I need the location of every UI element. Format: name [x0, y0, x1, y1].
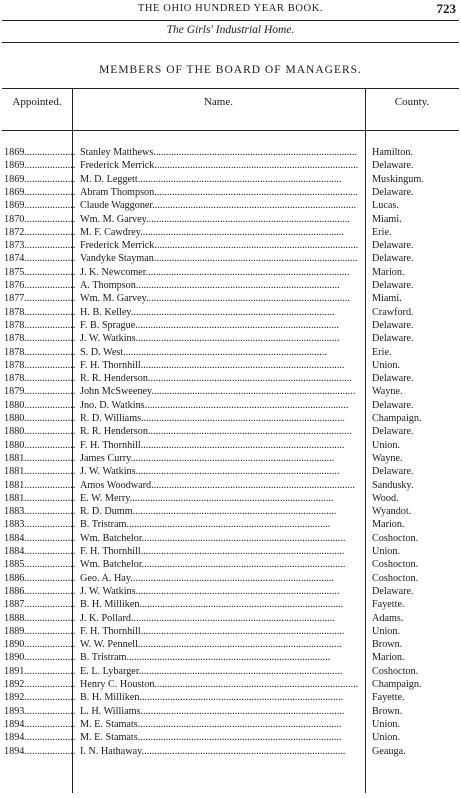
county: Sandusky.	[372, 479, 414, 491]
county: Union.	[372, 439, 401, 451]
manager-name: Amos Woodward................................................................................	[80, 479, 355, 491]
appointed-year: 1872....................	[4, 226, 76, 238]
appointed-year: 1875....................	[4, 266, 76, 278]
manager-name: E. L. Lybarger................................................................................	[80, 665, 343, 677]
county: Marion.	[372, 652, 405, 664]
appointed-year: 1893....................	[4, 705, 76, 717]
table-row	[2, 532, 459, 545]
county: Delaware.	[372, 333, 414, 345]
county: Wood.	[372, 492, 399, 504]
table-title: MEMBERS OF THE BOARD OF MANAGERS.	[99, 64, 362, 76]
table-row	[2, 691, 459, 704]
table-row	[2, 306, 459, 319]
table-row	[2, 518, 459, 531]
manager-name: R. D. Williams................................................................................	[80, 413, 345, 424]
manager-name: Wm. M. Garvey................................................................................	[80, 213, 350, 225]
appointed-year: 1891....................	[4, 665, 76, 677]
appointed-year: 1889....................	[4, 625, 76, 637]
county: Coshocton.	[372, 559, 419, 571]
table-row	[2, 678, 459, 691]
appointed-year: 1892....................	[4, 692, 76, 704]
table-row	[2, 465, 459, 478]
section-rule	[2, 42, 459, 43]
manager-name: Vandyke Stayman................................................................................	[80, 253, 358, 265]
table-head-rule	[2, 130, 459, 131]
county: Champaign.	[372, 413, 422, 424]
manager-name: R. R. Henderson................................................................................	[80, 373, 352, 385]
appointed-year: 1894....................	[4, 718, 76, 730]
table-row	[2, 399, 459, 412]
table-row	[2, 385, 459, 398]
manager-name: H. B. Kelley................................................................................	[80, 306, 335, 318]
manager-name: F. H. Thornhill................................................................................	[80, 359, 345, 371]
county: Brown.	[372, 639, 403, 651]
county: Brown.	[372, 705, 403, 717]
appointed-year: 1873....................	[4, 240, 76, 252]
county: Champaign.	[372, 679, 422, 690]
county: Lucas.	[372, 200, 399, 212]
appointed-year: 1894....................	[4, 732, 76, 744]
county: Union.	[372, 625, 401, 637]
table-row	[2, 705, 459, 718]
county: Delaware.	[372, 160, 414, 172]
appointed-year: 1881....................	[4, 492, 76, 504]
manager-name: John McSweeney................................................................................	[80, 386, 356, 398]
appointed-year: 1884....................	[4, 532, 76, 544]
manager-name: A. Thompson................................................................................	[80, 280, 340, 291]
appointed-year: 1878....................	[4, 306, 76, 318]
table-row	[2, 638, 459, 651]
appointed-year: 1879....................	[4, 386, 76, 398]
appointed-year: 1880....................	[4, 426, 76, 438]
table-row	[2, 239, 459, 252]
county: Delaware.	[372, 253, 414, 265]
manager-name: Claude Waggoner................................................................................	[80, 200, 357, 212]
manager-name: Wm. M. Garvey................................................................................	[80, 293, 350, 305]
county: Marion.	[372, 266, 405, 278]
appointed-year: 1892....................	[4, 679, 76, 690]
county: Geauga.	[372, 745, 406, 757]
appointed-year: 1883....................	[4, 506, 76, 518]
county: Muskingum.	[372, 173, 424, 185]
county: Union.	[372, 732, 401, 744]
manager-name: M. E. Stamats................................................................................	[80, 718, 342, 730]
appointed-year: 1877....................	[4, 293, 76, 305]
appointed-year: 1869....................	[4, 147, 76, 158]
appointed-year: 1880....................	[4, 413, 76, 424]
table-row	[2, 412, 459, 425]
appointed-year: 1881....................	[4, 452, 76, 464]
appointed-year: 1880....................	[4, 399, 76, 411]
county: Miami.	[372, 293, 402, 305]
table-row	[2, 439, 459, 452]
manager-name: Frederick Merrick................................................................................	[80, 160, 359, 172]
manager-name: Wm. Batchelor................................................................................	[80, 559, 346, 571]
table-row	[2, 718, 459, 731]
manager-name: I. N. Hathaway................................................................................	[80, 745, 346, 757]
county: Wyandot.	[372, 506, 412, 518]
appointed-year: 1874....................	[4, 253, 76, 265]
manager-name: M. F. Cawdrey................................................................................	[80, 226, 344, 238]
page-number: 723	[436, 1, 456, 16]
county: Coshocton.	[372, 665, 419, 677]
appointed-year: 1894....................	[4, 745, 76, 757]
appointed-year: 1886....................	[4, 572, 76, 584]
county: Hamilton.	[372, 147, 414, 158]
county: Delaware.	[372, 280, 414, 291]
manager-name: J. W. Watkins................................................................................	[80, 333, 340, 345]
table-row	[2, 558, 459, 571]
table-row	[2, 585, 459, 598]
table-row	[2, 292, 459, 305]
appointed-year: 1869....................	[4, 160, 76, 172]
table-row	[2, 199, 459, 212]
manager-name: B. Tristram................................................................................	[80, 652, 331, 664]
appointed-year: 1890....................	[4, 639, 76, 651]
managers-table	[2, 88, 459, 793]
appointed-year: 1869....................	[4, 186, 76, 198]
section-title: The Girls' Industrial Home.	[166, 24, 295, 36]
manager-name: S. D. West................................................................................	[80, 346, 327, 358]
county: Union.	[372, 546, 401, 557]
county: Miami.	[372, 213, 402, 225]
manager-name: L. H. Williams................................................................................	[80, 705, 345, 717]
table-row	[2, 346, 459, 359]
manager-name: Abram Thompson................................................................................	[80, 186, 358, 198]
manager-name: Stanley Matthews................................................................................	[80, 147, 358, 158]
county: Wayne.	[372, 386, 403, 398]
county: Crawford.	[372, 306, 414, 318]
table-row	[2, 665, 459, 678]
table-row	[2, 359, 459, 372]
manager-name: James Curry................................................................................	[80, 452, 335, 464]
header-county: County.	[394, 96, 430, 108]
manager-name: W. W. Pennell................................................................................	[80, 639, 342, 651]
manager-name: B. H. Milliken................................................................................	[80, 692, 344, 704]
book-title: THE OHIO HUNDRED YEAR BOOK.	[137, 3, 324, 14]
appointed-year: 1869....................	[4, 200, 76, 212]
appointed-year: 1878....................	[4, 346, 76, 358]
manager-name: B. H. Milliken................................................................................	[80, 599, 344, 611]
table-row	[2, 545, 459, 558]
appointed-year: 1878....................	[4, 373, 76, 385]
county: Fayette.	[372, 599, 405, 611]
county: Marion.	[372, 519, 405, 531]
table-row	[2, 492, 459, 505]
county: Delaware.	[372, 585, 414, 597]
manager-name: J. K. Pollard................................................................................	[80, 612, 335, 624]
appointed-year: 1876....................	[4, 280, 76, 291]
table-row	[2, 279, 459, 292]
running-header	[0, 0, 461, 22]
header-name: Name.	[203, 96, 233, 108]
manager-name: M. E. Stamats................................................................................	[80, 732, 342, 744]
manager-name: J. K. Newcomer................................................................................	[80, 266, 350, 278]
table-row	[2, 372, 459, 385]
table-row	[2, 598, 459, 611]
county: Delaware.	[372, 373, 414, 385]
table-row	[2, 319, 459, 332]
appointed-year: 1883....................	[4, 519, 76, 531]
appointed-year: 1885....................	[4, 559, 76, 571]
county: Delaware.	[372, 426, 414, 438]
table-row	[2, 505, 459, 518]
appointed-year: 1886....................	[4, 585, 76, 597]
county: Wayne.	[372, 452, 403, 464]
appointed-year: 1888....................	[4, 612, 76, 624]
manager-name: R. R. Henderson................................................................................	[80, 426, 352, 438]
manager-name: F. H. Thornhill................................................................................	[80, 546, 345, 557]
table-row	[2, 572, 459, 585]
table-row	[2, 213, 459, 226]
county: Coshocton.	[372, 532, 419, 544]
manager-name: J. W. Watkins................................................................................	[80, 466, 340, 478]
header-appointed: Appointed.	[12, 96, 62, 108]
table-row	[2, 252, 459, 265]
header-rule	[2, 20, 459, 21]
table-row	[2, 266, 459, 279]
appointed-year: 1881....................	[4, 466, 76, 478]
manager-name: E. W. Merry................................................................................	[80, 492, 334, 504]
manager-name: Henry C. Houston................................................................................	[80, 679, 359, 690]
appointed-year: 1880....................	[4, 439, 76, 451]
county: Erie.	[372, 226, 392, 238]
county: Union.	[372, 359, 401, 371]
manager-name: F. H. Thornhill................................................................................	[80, 439, 345, 451]
appointed-year: 1884....................	[4, 546, 76, 557]
county: Coshocton.	[372, 572, 419, 584]
manager-name: Frederick Merrick................................................................................	[80, 240, 359, 252]
appointed-year: 1878....................	[4, 359, 76, 371]
county: Delaware.	[372, 319, 414, 331]
county: Erie.	[372, 346, 392, 358]
table-row	[2, 612, 459, 625]
table-row	[2, 332, 459, 345]
appointed-year: 1878....................	[4, 319, 76, 331]
appointed-year: 1878....................	[4, 333, 76, 345]
manager-name: Wm. Batchelor................................................................................	[80, 532, 346, 544]
table-top-rule	[2, 88, 459, 89]
table-row	[2, 173, 459, 186]
table-row	[2, 452, 459, 465]
county: Delaware.	[372, 240, 414, 252]
table-row	[2, 186, 459, 199]
manager-name: F. H. Thornhill................................................................................	[80, 625, 345, 637]
manager-name: M. D. Leggett................................................................................	[80, 173, 342, 185]
appointed-year: 1887....................	[4, 599, 76, 611]
table-row	[2, 651, 459, 664]
county: Fayette.	[372, 692, 405, 704]
table-row	[2, 479, 459, 492]
appointed-year: 1870....................	[4, 213, 76, 225]
table-row	[2, 625, 459, 638]
table-row	[2, 146, 459, 159]
manager-name: B. Tristram................................................................................	[80, 519, 331, 531]
table-row	[2, 226, 459, 239]
manager-name: J. W. Watkins................................................................................	[80, 585, 340, 597]
manager-name: Geo. A. Hay................................................................................	[80, 572, 335, 584]
county: Delaware.	[372, 466, 414, 478]
table-row	[2, 159, 459, 172]
table-row	[2, 425, 459, 438]
county: Adams.	[372, 612, 404, 624]
manager-name: F. B. Sprague................................................................................	[80, 319, 339, 331]
table-row	[2, 731, 459, 744]
appointed-year: 1890....................	[4, 652, 76, 664]
county: Union.	[372, 718, 401, 730]
appointed-year: 1881....................	[4, 479, 76, 491]
table-row	[2, 745, 459, 758]
manager-name: R. D. Dumm................................................................................	[80, 506, 337, 518]
appointed-year: 1869....................	[4, 173, 76, 185]
manager-name: Jno. D. Watkins................................................................................	[80, 399, 349, 411]
county: Delaware.	[372, 399, 414, 411]
county: Delaware.	[372, 186, 414, 198]
